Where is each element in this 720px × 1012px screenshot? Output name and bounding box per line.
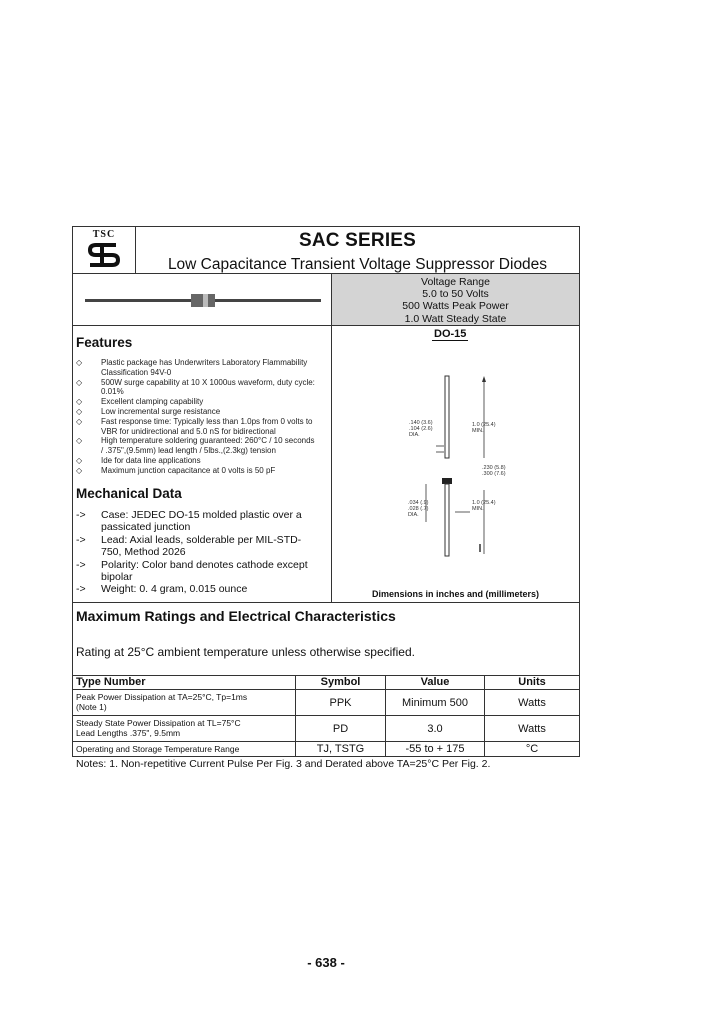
feature-item-text: Ide for data line applications xyxy=(101,455,201,465)
dim-body-dia xyxy=(408,500,428,518)
list-item xyxy=(76,559,331,584)
logo-text: TSC xyxy=(92,229,116,240)
feature-item-text: Classification 94V-0 xyxy=(101,367,172,377)
list-item xyxy=(76,358,331,378)
feature-item-text: / .375",(9.5mm) lead length / 5lbs.,(2.3kg) tension xyxy=(101,446,276,456)
dim-band-1: .230 (5.8) xyxy=(482,465,506,471)
feature-bullet-icon: ◇ xyxy=(76,455,83,465)
dim-lead-len-2: MIN. xyxy=(472,428,484,434)
col-value: Value xyxy=(420,676,450,688)
frame-left xyxy=(72,226,73,757)
mechanical-heading: Mechanical Data xyxy=(76,486,182,501)
tsc-logo xyxy=(84,229,124,271)
feature-item-text: High temperature soldering guaranteed: 260°C / 10 seconds xyxy=(101,436,315,446)
dim-lead-len2-1: 1.0 (25.4) xyxy=(472,500,496,506)
row1-desc1: Peak Power Dissipation at TA=25°C, Tp=1ms xyxy=(76,692,248,702)
feature-bullet-icon: ◇ xyxy=(76,406,83,416)
mechanical-item-text: bipolar xyxy=(101,571,133,584)
feature-bullet-icon: ◇ xyxy=(76,358,83,367)
row3-symbol: TJ, TSTG xyxy=(316,743,365,755)
frame-bottom xyxy=(72,756,580,757)
page-subtitle: Low Capacitance Transient Voltage Suppressor Diodes xyxy=(167,256,548,273)
col-type-number: Type Number xyxy=(76,676,146,688)
diode-row-bottom-line xyxy=(72,325,580,326)
ratings-note: Rating at 25°C ambient temperature unless otherwise specified. xyxy=(76,645,415,659)
list-item xyxy=(76,456,331,466)
dimensions-caption: Dimensions in inches and (millimeters) xyxy=(371,589,540,599)
spec-steady-state: 1.0 Watt Steady State xyxy=(404,312,507,325)
list-item xyxy=(76,407,331,417)
table-row1-line xyxy=(72,715,580,716)
feature-item-text: 0.01% xyxy=(101,387,124,397)
feature-item-text: Maximum junction capacitance at 0 volts is 50 pF xyxy=(101,465,276,475)
spec-voltage-range: 5.0 to 50 Volts xyxy=(422,288,489,301)
mechanical-list xyxy=(76,509,331,596)
features-bottom-line xyxy=(72,602,580,603)
row2-desc1: Steady State Power Dissipation at TL=75°C xyxy=(76,718,241,728)
dim-lead-len xyxy=(472,422,496,434)
row2-desc2: Lead Lengths .375", 9.5mm xyxy=(76,728,181,738)
feature-bullet-icon: ◇ xyxy=(76,397,83,407)
row2-symbol: PD xyxy=(332,723,349,735)
dim-lead-len-1: 1.0 (25.4) xyxy=(472,422,496,428)
feature-item-text: VBR for unidirectional and 5.0 nS for bidirectional xyxy=(101,426,276,436)
mechanical-bullet-icon: -> xyxy=(76,583,86,596)
page-number: - 638 - xyxy=(307,955,345,970)
mechanical-bullet-icon: -> xyxy=(76,558,86,571)
list-item xyxy=(76,397,331,407)
feature-bullet-icon: ◇ xyxy=(76,377,83,387)
mechanical-item-text: Weight: 0. 4 gram, 0.015 ounce xyxy=(101,583,248,596)
spec-box xyxy=(332,274,579,325)
feature-bullet-icon: ◇ xyxy=(76,436,83,446)
dim-lead-len2-2: MIN. xyxy=(472,506,484,512)
table-row xyxy=(76,692,247,712)
mechanical-item-text: Lead: Axial leads, solderable per MIL-STD- xyxy=(101,533,302,546)
row1-units: Watts xyxy=(518,697,546,709)
list-item xyxy=(76,466,331,476)
frame-right xyxy=(579,226,580,757)
diode-drawing xyxy=(85,290,321,312)
mechanical-item-text: passicated junction xyxy=(101,521,191,534)
tsc-s-icon xyxy=(86,241,122,269)
table-row xyxy=(76,744,239,754)
dim-band xyxy=(482,465,506,477)
col-symbol: Symbol xyxy=(320,676,361,688)
mechanical-item-text: 750, Method 2026 xyxy=(101,546,186,559)
row3-desc1: Operating and Storage Temperature Range xyxy=(76,744,240,754)
row1-symbol: PPK xyxy=(329,697,352,709)
row2-value: 3.0 xyxy=(427,723,443,735)
dim-body-dia-1: .034 (.9) xyxy=(408,500,429,506)
list-item xyxy=(76,378,331,398)
dim-band-2: .300 (7.6) xyxy=(482,471,506,477)
feature-item-text: 500W surge capability at 10 X 1000us waveform, duty cycle: xyxy=(101,377,315,387)
feature-bullet-icon: ◇ xyxy=(76,416,83,426)
features-list xyxy=(76,358,331,476)
mechanical-item-text: Polarity: Color band denotes cathode except xyxy=(101,558,308,571)
feature-item-text: Low incremental surge resistance xyxy=(101,406,221,416)
dim-lead-dia-3: DIA. xyxy=(409,432,420,438)
spec-peak-power: 500 Watts Peak Power xyxy=(402,300,509,313)
features-heading: Features xyxy=(76,335,133,350)
dim-lead-dia-1: .140 (3.6) xyxy=(409,420,433,426)
feature-bullet-icon: ◇ xyxy=(76,465,83,475)
dim-lead-len2 xyxy=(472,500,496,512)
table-header-line xyxy=(72,689,580,690)
list-item xyxy=(76,534,331,559)
list-item xyxy=(76,583,331,595)
table-row2-line xyxy=(72,741,580,742)
list-item xyxy=(76,436,331,456)
feature-item-text: Fast response time: Typically less than 1.0ps from 0 volts to xyxy=(101,416,313,426)
spec-voltage-range-label: Voltage Range xyxy=(421,276,490,288)
row1-value: Minimum 500 xyxy=(401,697,469,709)
mechanical-bullet-icon: -> xyxy=(76,509,86,521)
row3-value: -55 to + 175 xyxy=(405,743,465,755)
table-footnote: Notes: 1. Non-repetitive Current Pulse Per Fig. 3 and Derated above TA=25°C Per Fig. 2. xyxy=(76,758,491,770)
feature-item-text: Plastic package has Underwriters Laboratory Flammability xyxy=(101,358,308,367)
col-units: Units xyxy=(518,676,546,688)
page-title: SAC SERIES xyxy=(298,230,417,251)
mechanical-bullet-icon: -> xyxy=(76,533,86,546)
dim-body-dia-2: .028 (.7) xyxy=(408,506,429,512)
dim-lead-dia xyxy=(409,420,433,438)
row1-desc2: (Note 1) xyxy=(76,702,107,712)
package-name: DO-15 xyxy=(434,328,467,340)
ratings-heading: Maximum Ratings and Electrical Characteristics xyxy=(76,608,396,624)
feature-item-text: Excellent clamping capability xyxy=(101,397,204,407)
mechanical-item-text: Case: JEDEC DO-15 molded plastic over a xyxy=(101,509,302,521)
list-item xyxy=(76,417,331,437)
table-row xyxy=(76,718,241,738)
row3-units: °C xyxy=(525,743,539,755)
dim-body-dia-3: DIA. xyxy=(408,512,419,518)
list-item xyxy=(76,509,331,534)
row2-units: Watts xyxy=(518,723,546,735)
frame-top xyxy=(72,226,580,227)
dim-lead-dia-2: .104 (2.6) xyxy=(409,426,433,432)
